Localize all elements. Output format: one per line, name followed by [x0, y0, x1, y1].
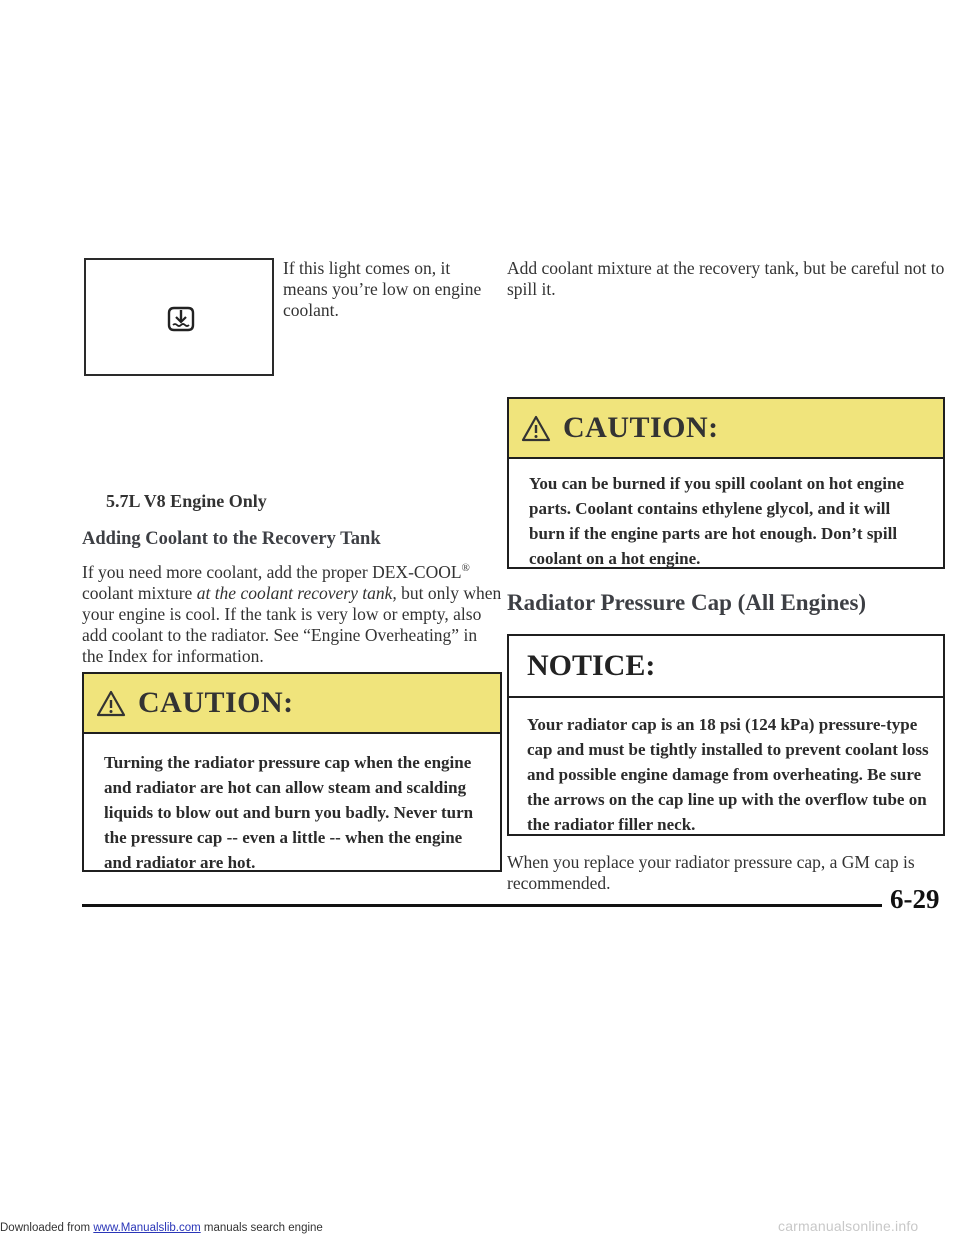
caution-header: [509, 399, 943, 459]
para-italic: at the coolant recovery tank,: [196, 582, 397, 603]
replace-cap-text: When you replace your radiator pressure cap, a GM cap is recommended.: [507, 852, 915, 893]
page-number: 6-29: [890, 884, 940, 914]
caution-text: Turning the radiator pressure cap when the engine and radiator are hot can allow steam and scalding liquids to blow out and burn you badly. Never turn the pressure cap -- even a little -- when the engine and radiator are hot.: [104, 753, 474, 872]
para-end: but only when your engine is cool. If the tank is very low or empty, also add coolant to the radiator. See “Engine Overheating” in the Index for information.: [82, 582, 502, 666]
caution-title: CAUTION:: [563, 411, 719, 444]
section-heading-radiator-cap: Radiator Pressure Cap (All Engines): [507, 590, 867, 615]
add-coolant-text: Add coolant mixture at the recovery tank, but be careful not to spill it.: [507, 258, 945, 299]
para-mid: coolant mixture: [82, 582, 197, 603]
coolant-level-warning-icon: [166, 304, 196, 334]
coolant-light-image: [84, 258, 274, 376]
footer-suffix: manuals search engine: [200, 1222, 323, 1234]
download-footer: [0, 1222, 323, 1234]
caution-box-radiator: [82, 672, 502, 872]
notice-text: Your radiator cap is an 18 psi (124 kPa) pressure-type cap and must be tightly installed to prevent coolant loss and possible engine damage from overheating. Be sure the arrows on the cap line up with the overflow tube on the radiator filler neck.: [527, 715, 929, 834]
warning-triangle-icon: [96, 690, 126, 717]
caution-header: [84, 674, 500, 734]
warning-triangle-icon: [521, 415, 551, 442]
footer-rule: [82, 904, 882, 907]
caution-box-spill: [507, 397, 945, 569]
light-description: If this light comes on, it means you’re low on engine coolant.: [283, 258, 482, 320]
footer-prefix: Downloaded from: [0, 1222, 94, 1234]
registered-mark: ®: [461, 562, 470, 574]
engine-label: 5.7L V8 Engine Only: [106, 491, 267, 511]
notice-title: NOTICE:: [509, 636, 943, 698]
section-heading-adding-coolant: Adding Coolant to the Recovery Tank: [82, 529, 381, 549]
caution-text: You can be burned if you spill coolant on hot engine parts. Coolant contains ethylene glycol, and it will burn if the engine parts are hot enough. Don’t spill coolant on a hot engine.: [529, 474, 905, 568]
manualslib-link[interactable]: www.Manualslib.com: [93, 1222, 201, 1234]
adding-coolant-paragraph: [82, 558, 502, 667]
notice-box: [507, 634, 945, 836]
caution-title: CAUTION:: [138, 686, 294, 719]
para-start: If you need more coolant, add the proper DEX-COOL: [82, 561, 462, 582]
watermark: carmanualsonline.info: [778, 1218, 919, 1234]
